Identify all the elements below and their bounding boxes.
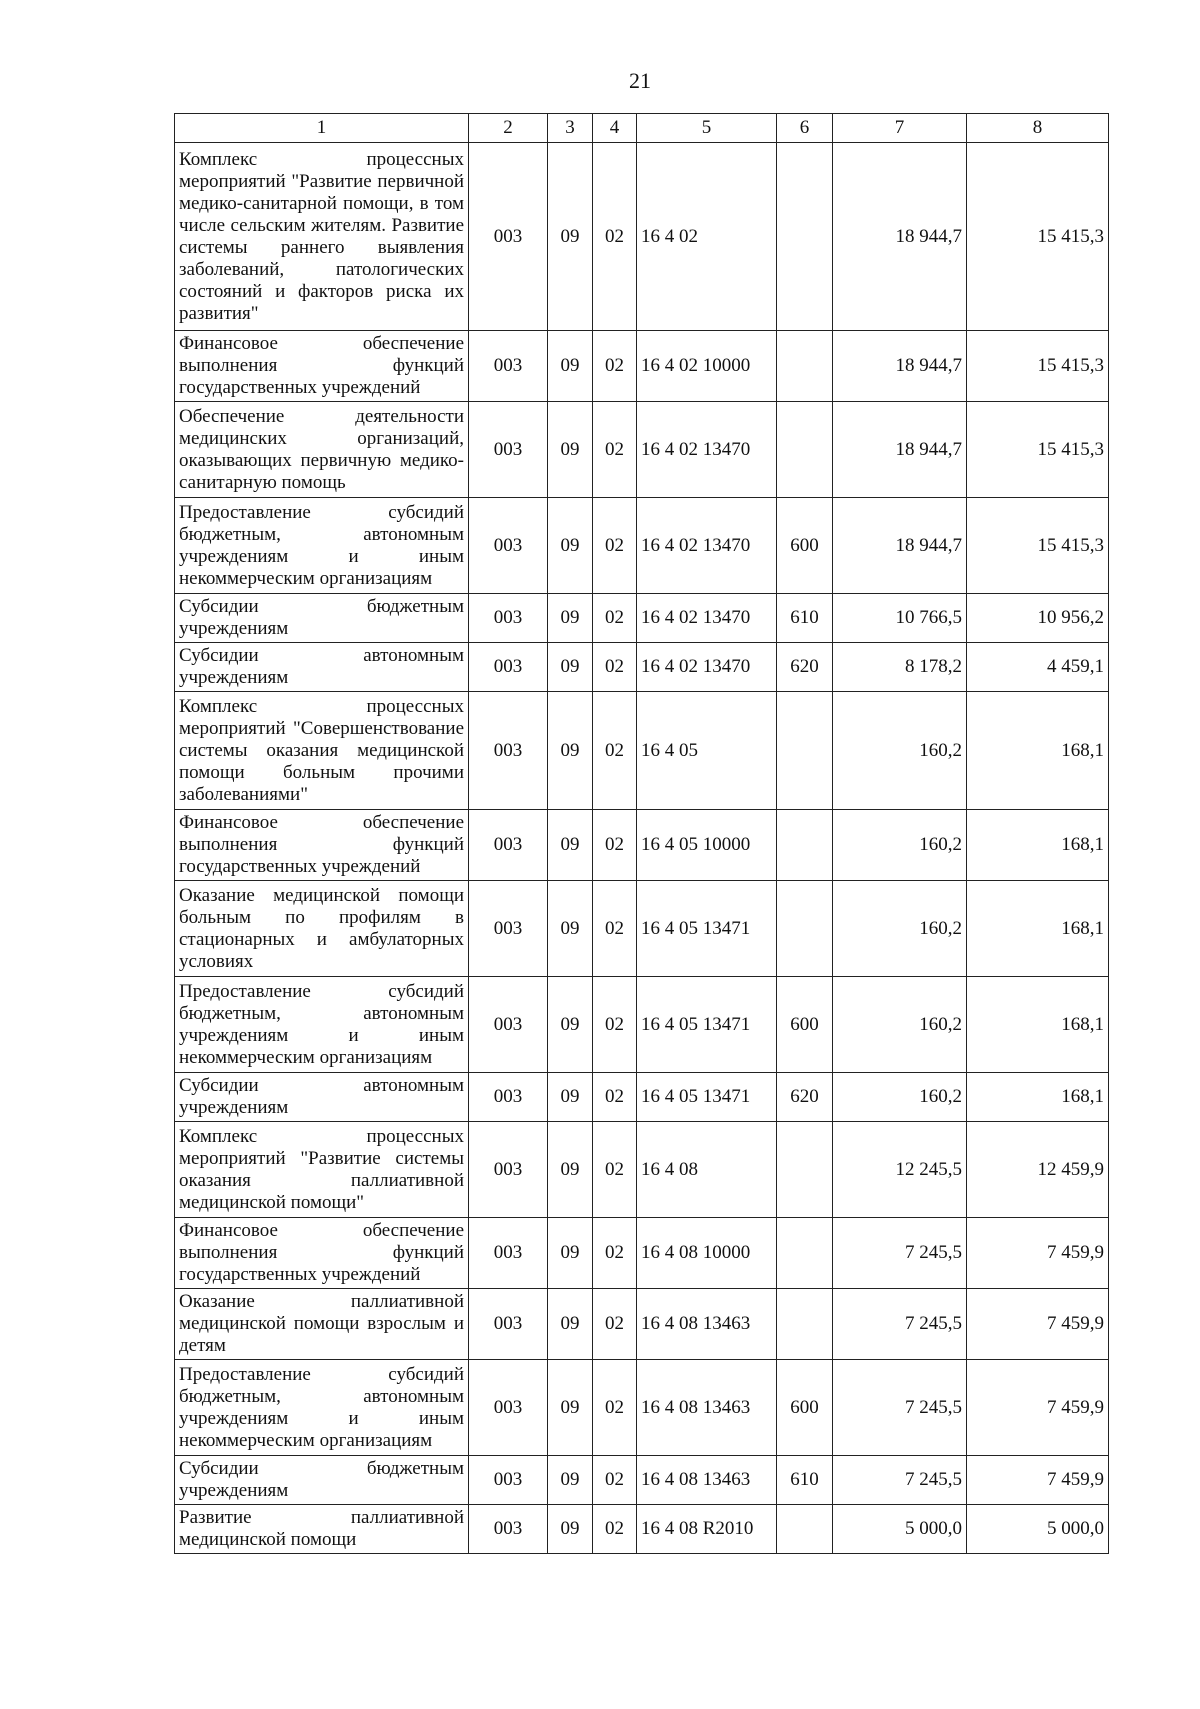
cell-amount-year1: 12 245,5: [833, 1122, 967, 1218]
row-name: Предоставление субсидий бюджетным, автономным учреждениям и иным некоммерческим организациям: [175, 1360, 469, 1456]
cell-target-article: 16 4 08 13463: [637, 1289, 777, 1360]
cell-subsection: 02: [593, 331, 637, 402]
cell-expense-type: [777, 1122, 833, 1218]
cell-amount-year1: 5 000,0: [833, 1505, 967, 1554]
cell-amount-year2: 7 459,9: [967, 1456, 1109, 1505]
cell-target-article: 16 4 08 R2010: [637, 1505, 777, 1554]
cell-target-article: 16 4 02 10000: [637, 331, 777, 402]
table-row: [175, 1456, 1109, 1505]
cell-expense-type: [777, 881, 833, 977]
table-row: [175, 1218, 1109, 1289]
cell-amount-year2: 168,1: [967, 810, 1109, 881]
table-row: [175, 977, 1109, 1073]
cell-subsection: 02: [593, 977, 637, 1073]
row-name: Финансовое обеспечение выполнения функций государственных учреждений: [175, 1218, 469, 1289]
cell-expense-type: [777, 692, 833, 810]
cell-amount-year2: 10 956,2: [967, 594, 1109, 643]
cell-section: 09: [548, 402, 593, 498]
table-row: [175, 692, 1109, 810]
column-header: 5: [637, 114, 777, 143]
table-row: [175, 1289, 1109, 1360]
cell-expense-type: [777, 402, 833, 498]
cell-section: 09: [548, 143, 593, 331]
cell-section: 09: [548, 1122, 593, 1218]
row-name: Обеспечение деятельности медицинских организаций, оказывающих первичную медико-санитарную помощь: [175, 402, 469, 498]
cell-amount-year2: 7 459,9: [967, 1289, 1109, 1360]
cell-ministry-code: 003: [469, 498, 548, 594]
cell-ministry-code: 003: [469, 1073, 548, 1122]
row-name: Финансовое обеспечение выполнения функций государственных учреждений: [175, 331, 469, 402]
cell-section: 09: [548, 1289, 593, 1360]
cell-expense-type: [777, 810, 833, 881]
column-header: 7: [833, 114, 967, 143]
cell-amount-year1: 7 245,5: [833, 1360, 967, 1456]
row-name: Комплекс процессных мероприятий "Развитие системы оказания паллиативной медицинской помощи": [175, 1122, 469, 1218]
cell-section: 09: [548, 1505, 593, 1554]
cell-ministry-code: 003: [469, 1505, 548, 1554]
cell-expense-type: [777, 331, 833, 402]
cell-expense-type: 610: [777, 1456, 833, 1505]
cell-amount-year2: 15 415,3: [967, 331, 1109, 402]
cell-amount-year1: 18 944,7: [833, 143, 967, 331]
cell-amount-year2: 168,1: [967, 1073, 1109, 1122]
cell-expense-type: [777, 1218, 833, 1289]
column-header: 3: [548, 114, 593, 143]
cell-ministry-code: 003: [469, 643, 548, 692]
cell-expense-type: 610: [777, 594, 833, 643]
cell-subsection: 02: [593, 1218, 637, 1289]
cell-subsection: 02: [593, 1289, 637, 1360]
cell-amount-year1: 160,2: [833, 692, 967, 810]
cell-subsection: 02: [593, 1360, 637, 1456]
cell-ministry-code: 003: [469, 1122, 548, 1218]
cell-target-article: 16 4 02 13470: [637, 402, 777, 498]
cell-target-article: 16 4 08: [637, 1122, 777, 1218]
cell-section: 09: [548, 1360, 593, 1456]
cell-section: 09: [548, 692, 593, 810]
cell-subsection: 02: [593, 402, 637, 498]
table-row: [175, 594, 1109, 643]
cell-amount-year2: 15 415,3: [967, 143, 1109, 331]
page-number: 21: [629, 68, 651, 93]
header-row: [175, 114, 1109, 143]
cell-section: 09: [548, 331, 593, 402]
cell-expense-type: [777, 143, 833, 331]
cell-subsection: 02: [593, 1122, 637, 1218]
cell-amount-year1: 160,2: [833, 977, 967, 1073]
row-name: Субсидии автономным учреждениям: [175, 1073, 469, 1122]
row-name: Оказание паллиативной медицинской помощи взрослым и детям: [175, 1289, 469, 1360]
cell-ministry-code: 003: [469, 402, 548, 498]
cell-subsection: 02: [593, 810, 637, 881]
cell-amount-year2: 15 415,3: [967, 498, 1109, 594]
cell-amount-year1: 160,2: [833, 1073, 967, 1122]
cell-section: 09: [548, 810, 593, 881]
cell-expense-type: 620: [777, 643, 833, 692]
column-header: 4: [593, 114, 637, 143]
cell-expense-type: 620: [777, 1073, 833, 1122]
cell-target-article: 16 4 02: [637, 143, 777, 331]
cell-subsection: 02: [593, 881, 637, 977]
cell-ministry-code: 003: [469, 881, 548, 977]
cell-amount-year1: 160,2: [833, 810, 967, 881]
cell-subsection: 02: [593, 692, 637, 810]
cell-expense-type: 600: [777, 977, 833, 1073]
cell-subsection: 02: [593, 1073, 637, 1122]
cell-section: 09: [548, 498, 593, 594]
cell-target-article: 16 4 02 13470: [637, 643, 777, 692]
row-name: Предоставление субсидий бюджетным, автономным учреждениям и иным некоммерческим организациям: [175, 977, 469, 1073]
cell-ministry-code: 003: [469, 1456, 548, 1505]
cell-expense-type: 600: [777, 498, 833, 594]
row-name: Субсидии бюджетным учреждениям: [175, 1456, 469, 1505]
cell-amount-year2: 168,1: [967, 692, 1109, 810]
cell-section: 09: [548, 594, 593, 643]
column-header: 8: [967, 114, 1109, 143]
table-body: [175, 143, 1109, 1554]
cell-amount-year2: 5 000,0: [967, 1505, 1109, 1554]
cell-ministry-code: 003: [469, 1360, 548, 1456]
cell-section: 09: [548, 881, 593, 977]
cell-amount-year1: 8 178,2: [833, 643, 967, 692]
cell-section: 09: [548, 1073, 593, 1122]
row-name: Финансовое обеспечение выполнения функций государственных учреждений: [175, 810, 469, 881]
cell-amount-year1: 7 245,5: [833, 1289, 967, 1360]
cell-subsection: 02: [593, 643, 637, 692]
cell-target-article: 16 4 05: [637, 692, 777, 810]
table-row: [175, 881, 1109, 977]
table-row: [175, 1122, 1109, 1218]
row-name: Субсидии бюджетным учреждениям: [175, 594, 469, 643]
cell-amount-year1: 18 944,7: [833, 331, 967, 402]
cell-ministry-code: 003: [469, 143, 548, 331]
cell-ministry-code: 003: [469, 331, 548, 402]
row-name: Комплекс процессных мероприятий "Развитие первичной медико-санитарной помощи, в том числе сельским жителям. Развитие системы раннего выявления заболеваний, патологических состояний и факторов риска их развития": [175, 143, 469, 331]
row-name: Развитие паллиативной медицинской помощи: [175, 1505, 469, 1554]
row-name: Комплекс процессных мероприятий "Совершенствование системы оказания медицинской помощи больным прочими заболеваниями": [175, 692, 469, 810]
cell-target-article: 16 4 08 13463: [637, 1456, 777, 1505]
cell-expense-type: [777, 1289, 833, 1360]
cell-amount-year2: 168,1: [967, 881, 1109, 977]
cell-target-article: 16 4 08 10000: [637, 1218, 777, 1289]
row-name: Оказание медицинской помощи больным по профилям в стационарных и амбулаторных условиях: [175, 881, 469, 977]
row-name: Субсидии автономным учреждениям: [175, 643, 469, 692]
cell-amount-year2: 12 459,9: [967, 1122, 1109, 1218]
column-header: 2: [469, 114, 548, 143]
cell-amount-year1: 160,2: [833, 881, 967, 977]
cell-target-article: 16 4 02 13470: [637, 498, 777, 594]
cell-target-article: 16 4 05 13471: [637, 977, 777, 1073]
cell-target-article: 16 4 05 10000: [637, 810, 777, 881]
table-row: [175, 402, 1109, 498]
cell-amount-year2: 7 459,9: [967, 1218, 1109, 1289]
cell-amount-year2: 168,1: [967, 977, 1109, 1073]
cell-target-article: 16 4 08 13463: [637, 1360, 777, 1456]
cell-amount-year1: 18 944,7: [833, 498, 967, 594]
cell-section: 09: [548, 1218, 593, 1289]
table-row: [175, 331, 1109, 402]
cell-subsection: 02: [593, 498, 637, 594]
table-row: [175, 643, 1109, 692]
cell-amount-year1: 10 766,5: [833, 594, 967, 643]
cell-target-article: 16 4 02 13470: [637, 594, 777, 643]
cell-ministry-code: 003: [469, 692, 548, 810]
cell-ministry-code: 003: [469, 977, 548, 1073]
cell-ministry-code: 003: [469, 1289, 548, 1360]
cell-amount-year1: 7 245,5: [833, 1218, 967, 1289]
table-row: [175, 1360, 1109, 1456]
cell-section: 09: [548, 643, 593, 692]
column-header: 6: [777, 114, 833, 143]
cell-target-article: 16 4 05 13471: [637, 881, 777, 977]
cell-subsection: 02: [593, 143, 637, 331]
cell-amount-year2: 4 459,1: [967, 643, 1109, 692]
cell-target-article: 16 4 05 13471: [637, 1073, 777, 1122]
table-row: [175, 810, 1109, 881]
cell-ministry-code: 003: [469, 594, 548, 643]
cell-section: 09: [548, 1456, 593, 1505]
table-row: [175, 143, 1109, 331]
table-row: [175, 1505, 1109, 1554]
cell-expense-type: 600: [777, 1360, 833, 1456]
cell-amount-year1: 18 944,7: [833, 402, 967, 498]
column-header: 1: [175, 114, 469, 143]
cell-section: 09: [548, 977, 593, 1073]
table-row: [175, 498, 1109, 594]
cell-subsection: 02: [593, 1505, 637, 1554]
cell-expense-type: [777, 1505, 833, 1554]
table-row: [175, 1073, 1109, 1122]
cell-ministry-code: 003: [469, 810, 548, 881]
cell-amount-year2: 7 459,9: [967, 1360, 1109, 1456]
budget-table: [174, 113, 1109, 1554]
cell-subsection: 02: [593, 1456, 637, 1505]
row-name: Предоставление субсидий бюджетным, автономным учреждениям и иным некоммерческим организациям: [175, 498, 469, 594]
cell-amount-year1: 7 245,5: [833, 1456, 967, 1505]
cell-ministry-code: 003: [469, 1218, 548, 1289]
cell-amount-year2: 15 415,3: [967, 402, 1109, 498]
cell-subsection: 02: [593, 594, 637, 643]
